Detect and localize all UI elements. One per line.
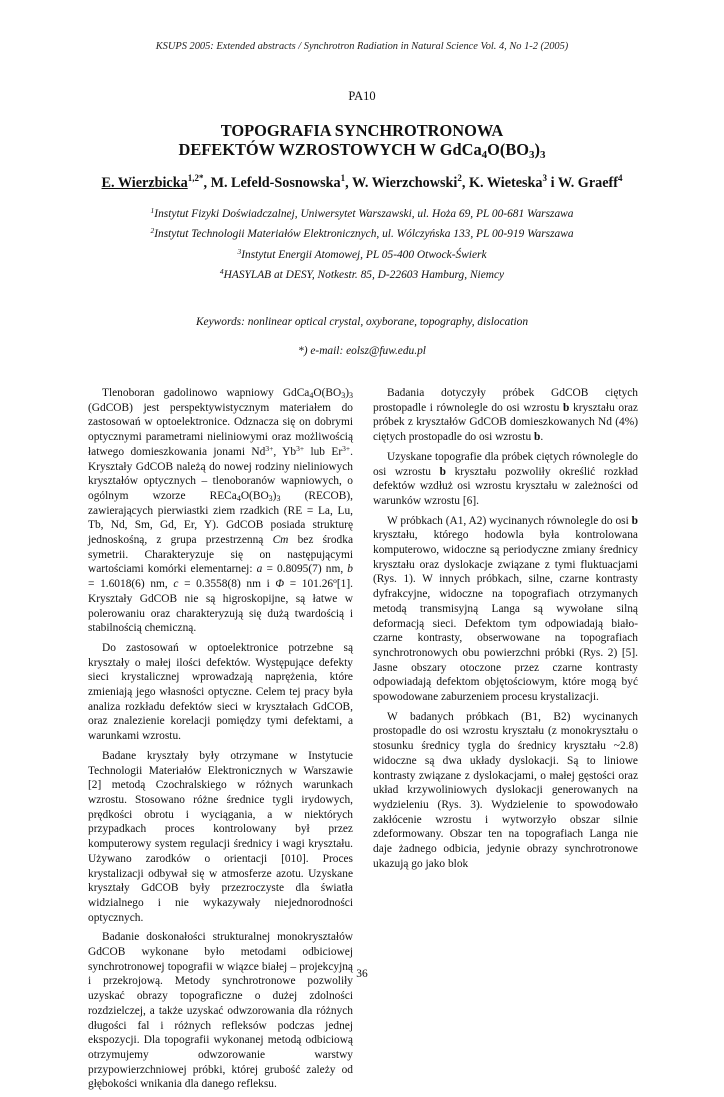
body-column-right <box>373 386 638 877</box>
author-name: W. Graeff <box>557 175 618 191</box>
author-name: W. Wierzchowski <box>351 175 458 191</box>
author-separator: , <box>345 175 352 191</box>
author-separator: , <box>203 175 211 191</box>
text-run: kryształu, którego hodowla była kontrolowana komputerowo, widoczne są periodyczne zmiany średnicy kryształu oraz dyslokacje związane z tymi fluktuacjami (Rys. 1). W innych próbkach, silne, czarne kontrasty dyfrakcyjne, widoczne na topografiach otrzymanych metodą transmisyjną Langa są wywołane silną deformacją sieci. Defektom tym odpowiadają biało-czarne kontrasty, obserwowane na topografiach synchrotronowych obu powierzchni próbki (Rys. 2) [5]. Jasne obszary otoczone przez czarne kontrasty odpowiadają defektom objętościowym, które mogą być spowodowane zaburzeniem procesu krystalizacji. <box>373 529 638 704</box>
author-name: K. Wieteska <box>468 175 543 191</box>
italic-symbol: c <box>173 578 179 591</box>
affiliation-list <box>0 204 724 285</box>
affiliation-number: 1 <box>150 206 155 215</box>
author-separator: , <box>461 175 469 191</box>
author-affiliation-mark: 1,2* <box>187 173 204 183</box>
title-sub: 3 <box>540 149 546 161</box>
text-run: kryształu pozwoliły określić rozkład defektów wzdłuż osi wzrostu kryształu w zależności od warunków wzrostu [6]. <box>373 465 638 507</box>
text-run: W próbkach (A1, A2) wycinanych równolegle do osi <box>387 514 632 527</box>
affiliation-text: Instytut Energii Atomowej, PL 05-400 Otwock-Świerk <box>241 248 487 261</box>
text-run: = 0.8095(7) nm, <box>262 563 348 576</box>
author <box>102 175 211 191</box>
subscript: 3 <box>349 391 353 400</box>
paragraph-a-samples <box>373 514 638 705</box>
bold-symbol: b <box>534 431 541 444</box>
subscript: 3 <box>268 493 273 503</box>
affiliation <box>0 224 724 244</box>
text-run: = 101.26 <box>284 578 334 591</box>
text-run: bez środka symetrii. Charakteryzuje się on następującymi wartościami komórki elementarnej: <box>88 534 353 576</box>
affiliation <box>0 245 724 265</box>
text-run: = 1.6018(6) nm, <box>88 578 174 591</box>
author-affiliation-mark: 4 <box>617 173 623 183</box>
author <box>352 175 469 191</box>
author <box>469 175 558 191</box>
running-head: KSUPS 2005: Extended abstracts / Synchrotron Radiation in Natural Science Vol. 4, No 1-2 (2005) <box>155 41 569 52</box>
paragraph-intro <box>88 386 353 636</box>
title-formula-prefix: DEFEKTÓW WZROSTOWYCH W GdCa <box>178 140 482 159</box>
affiliation-number: 4 <box>219 266 224 276</box>
title-formula-mid: O(BO <box>487 140 530 159</box>
title-sub: 3 <box>529 149 535 161</box>
superscript: o <box>333 576 337 586</box>
italic-symbol: Φ <box>275 578 285 591</box>
paper-title <box>0 121 724 159</box>
text-run: lub Er <box>304 445 343 458</box>
italic-symbol: a <box>256 563 263 576</box>
subscript: 3 <box>341 391 346 400</box>
superscript: 3+ <box>342 443 351 453</box>
subscript: 3 <box>276 493 281 503</box>
affiliation-text: Instytut Technologii Materiałów Elektronicznych, ul. Wólczyńska 133, PL 00-919 Warszawa <box>154 228 574 241</box>
paper-code: PA10 <box>348 89 376 103</box>
text-run: ) <box>345 387 349 399</box>
text-run: O(BO <box>240 489 269 502</box>
subscript: 4 <box>309 391 314 400</box>
text-run: O(BO <box>313 387 342 399</box>
author <box>211 175 352 191</box>
contact-email: *) e-mail: eolsz@fuw.edu.pl <box>298 345 426 357</box>
text-run: ) <box>272 489 277 502</box>
text-run: (RECOB), zawierających pierwiastki ziem rzadkich (RE = La, Lu, Tb, Nd, Sm, Gd, Er, Y). GdCOB posiada strukturę jednoskośną, z grupa przestrzenną <box>88 489 353 547</box>
subscript: 4 <box>236 493 241 503</box>
paragraph-methods: Badanie doskonałości strukturalnej monokryształów GdCOB wykonane było metodami odbiciowej synchrotronowej topografii w wiązce białej – projekcyjną i przekrojową. Metody synchrotronowe pozwoliły uzyskać obrazy topograficzne o dużej zdolności rozdzielczej, a także uzyskać odwzorowania dla różnych długości fal i różnych refleksów podczas jednej ekspozycji. Dla topografii wykonanej metodą odbiciową otrzymujemy odwzorowanie warstwy przypowierzchniowej próbki, której grubość zależy od głębokości wnikania dla danego refleksu. <box>88 931 353 1091</box>
text-run: Badania dotyczyły próbek GdCOB ciętych prostopadle i równolegle do osi wzrostu <box>373 387 638 414</box>
title-sub: 4 <box>481 149 488 161</box>
paragraph-motivation: Do zastosowań w optoelektronice potrzebne są kryształy o małej ilości defektów. Występujące defekty sieci krystalicznej wprowadzają naprężenia, które zmieniają jego własności optyczne. Celem tej pracy była analiza rozkładu defektów sieci w kryształach GdCOB, oraz znalezienie korelacji pomiędzy tymi defektami, a warunkami wzrostu. <box>88 641 353 743</box>
affiliation <box>0 265 724 285</box>
title-formula-suffix: ) <box>534 140 540 159</box>
italic-symbol: Cm <box>272 534 289 547</box>
text-run: [1]. Kryształy GdCOB nie są higroskopijne, są łatwe w polerowaniu oraz charakteryzują się dużą twardością i stabilnością chemiczną. <box>88 578 353 635</box>
affiliation-number: 2 <box>150 226 155 236</box>
superscript: 3+ <box>265 443 274 453</box>
bold-symbol: b <box>631 514 638 527</box>
text-run: Tlenoboran gadolinowo wapniowy GdCa <box>102 387 310 399</box>
paragraph-samples <box>373 386 638 445</box>
keywords: Keywords: nonlinear optical crystal, oxyborane, topography, dislocation <box>195 316 529 328</box>
text-run: = 0.3558(8) nm i <box>178 578 276 591</box>
paragraph-b-samples: W badanych próbkach (B1, B2) wycinanych prostopadle do osi wzrostu kryształu (z monokryształu o stosunku średnicy tygla do średnicy kryształu ~2.8) widoczne są dwa układy dyslokacji. Są to liniowe kontrasty związane z dyslokacjami, o małej gęstości oraz układ krzywoliniowych dyslokacji generowanych na wydzieleniu (Rys. 3). Wydzielenie to spowodowało zakłócenie wzrostu i wytworzyło obszar silnie zdeformowany. Obszar ten na topografiach Langa nie daje żadnego odbicia, jedynie obrazy synchrotronowe ukazują go jako blok <box>373 710 638 870</box>
italic-symbol: b <box>347 563 353 576</box>
author-list <box>0 175 724 192</box>
body-column-left <box>88 386 353 1097</box>
author-name: M. Lefeld-Sosnowska <box>210 175 341 191</box>
author-separator: i <box>547 175 558 191</box>
superscript: 3+ <box>296 443 305 453</box>
bold-symbol: b <box>563 401 570 414</box>
paragraph-crystal-growth: Badane kryształy były otrzymane w Instytucie Technologii Materiałów Elektronicznych w Warszawie [2] metodą Czochralskiego w różnych warunkach wzrostu. Stosowano różne średnice tygli irydowych, prędkości obrotu i wyciągania, a w niektórych przypadkach proces kontrolowany był przez komputerowy system regulacji średnicy i wagi kryształu. Używano zarodków o orientacji [010]. Proces krystalizacji odbywał się w atmosferze azotu. Uzyskane kryształy GdCOB były przezroczyste dla światła widzialnego i nie wykazywały niejednorodności optycznych. <box>88 749 353 924</box>
text-run: , Yb <box>273 445 297 458</box>
text-run: . Kryształy GdCOB należą do nowej rodziny nieliniowych kryształów optycznych – tlenoboranów wapniowych, o ogólnym wzorze RECa <box>88 445 353 502</box>
text-run: (GdCOB) jest perspektywistycznym materiałem do zastosowań w optoelektronice. Odznacza się on dobrymi optycznymi parametrami nieliniowymi oraz możliwością łatwego domieszkowania jonami Nd <box>88 401 353 458</box>
paragraph-parallel-topographs <box>373 450 638 509</box>
affiliation <box>0 204 724 224</box>
text-run: kryształu oraz próbek z kryształów GdCOB domieszkowanych Nd (4%) ciętych prostopadle do osi wzrostu <box>373 401 638 444</box>
page-number: 36 <box>356 968 368 980</box>
text-run: . <box>540 431 544 444</box>
author-affiliation-mark: 2 <box>457 173 462 183</box>
affiliation-text: Instytut Fizyki Doświadczalnej, Uniwersytet Warszawski, ul. Hoża 69, PL 00-681 Warszawa <box>154 208 574 220</box>
bold-symbol: b <box>439 465 446 478</box>
author-name: E. Wierzbicka <box>101 175 188 191</box>
author <box>558 175 623 191</box>
affiliation-text: HASYLAB at DESY, Notkestr. 85, D-22603 Hamburg, Niemcy <box>223 268 505 281</box>
title-line-1: TOPOGRAFIA SYNCHROTRONOWA <box>220 121 504 140</box>
author-affiliation-mark: 3 <box>542 173 548 183</box>
affiliation-number: 3 <box>237 246 242 256</box>
text-run: Uzyskane topografie dla próbek ciętych równolegle do osi wzrostu <box>373 450 638 478</box>
author-affiliation-mark: 1 <box>340 173 346 183</box>
title-line-2 <box>0 140 724 159</box>
